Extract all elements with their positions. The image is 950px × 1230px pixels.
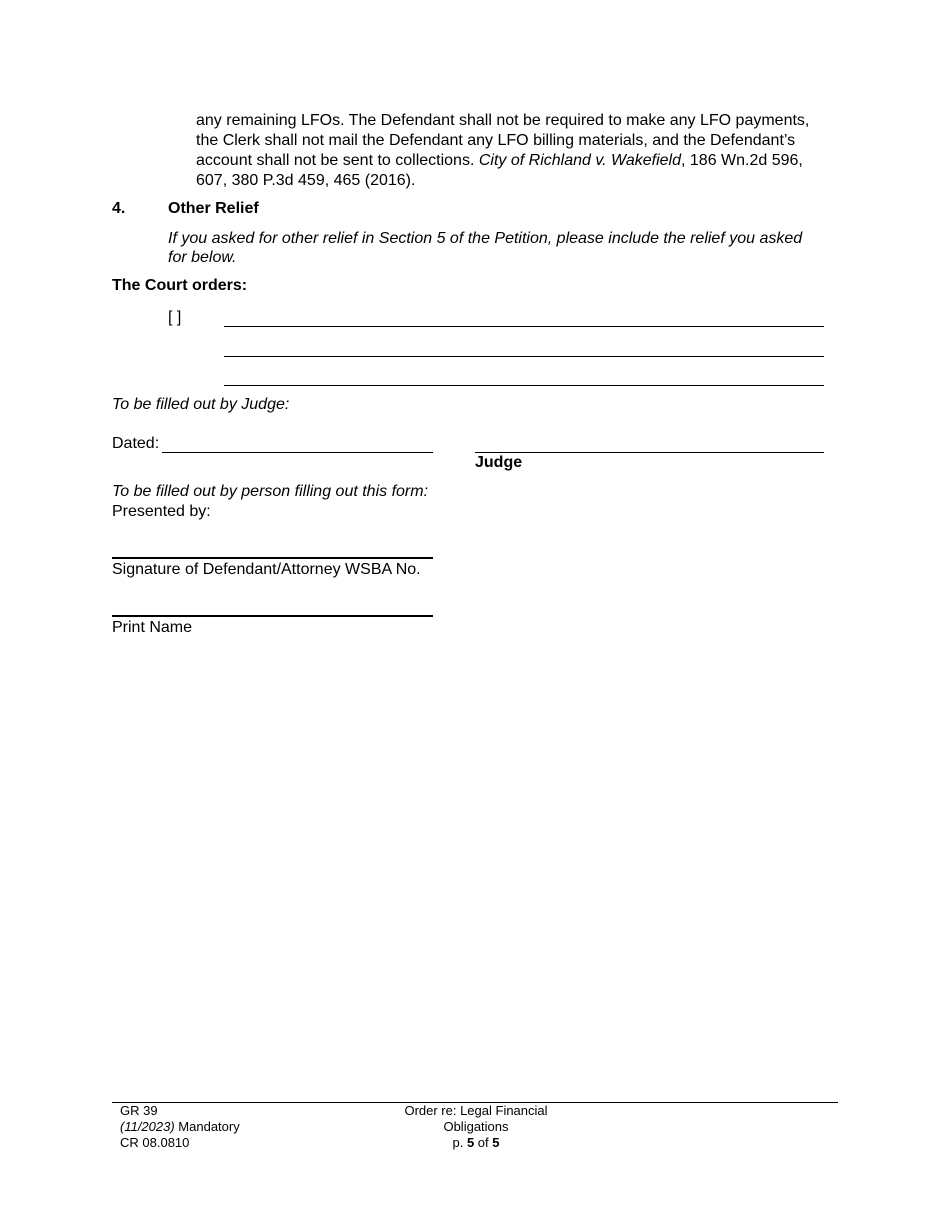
footer-page-number [376,1135,576,1151]
section-number: 4. [112,200,126,217]
continuation-paragraph [196,111,836,191]
page-of: of [474,1135,493,1150]
relief-checkbox[interactable]: [ ] [168,309,182,326]
footer-version [120,1119,240,1135]
page-prefix: p. [452,1135,467,1150]
footer-left [120,1103,240,1151]
footer-title-line-1: Order re: Legal Financial [404,1103,548,1118]
print-name-label: Print Name [112,619,193,636]
paragraph-citation: , 186 Wn.2d 596, 607, 380 P.3d 459, 465 (2016). [196,152,803,189]
dated-label: Dated: [112,435,160,452]
judge-label: Judge [475,454,523,471]
court-orders-heading: The Court orders: [112,277,248,294]
relief-line-1[interactable] [224,326,824,327]
relief-line-2[interactable] [224,356,824,357]
section-heading: Other Relief [168,200,259,217]
page-current: 5 [466,1135,475,1150]
footer-rule-code: GR 39 [120,1103,158,1118]
judge-signature-line[interactable] [475,452,824,453]
paragraph-text: any remaining LFOs. The Defendant shall not be required to make any LFO payments, the Clerk shall not mail the Defendant any LFO billing materials, and the Defendant’s account shall not be sent to collections. [196,112,810,169]
page-total: 5 [492,1135,500,1150]
case-citation-name: City of Richland v. Wakefield [478,152,681,169]
presenter-instruction: To be filled out by person filling out this form: [112,483,429,500]
presented-by-label: Presented by: [112,503,211,520]
print-name-line[interactable] [112,615,433,617]
dated-line[interactable] [162,452,433,453]
footer-title-line-2: Obligations [443,1119,509,1134]
signature-label: Signature of Defendant/Attorney WSBA No. [112,561,421,578]
relief-line-3[interactable] [224,385,824,386]
section-instruction: If you asked for other relief in Section 5 of the Petition, please include the relief you asked for below. [168,230,803,266]
signature-line[interactable] [112,557,433,559]
footer-center [376,1103,576,1151]
footer-date-code: (11/2023) [120,1119,175,1134]
judge-instruction: To be filled out by Judge: [112,396,290,413]
footer-mandatory: Mandatory [174,1119,240,1134]
footer-form-code: CR 08.0810 [120,1135,190,1150]
